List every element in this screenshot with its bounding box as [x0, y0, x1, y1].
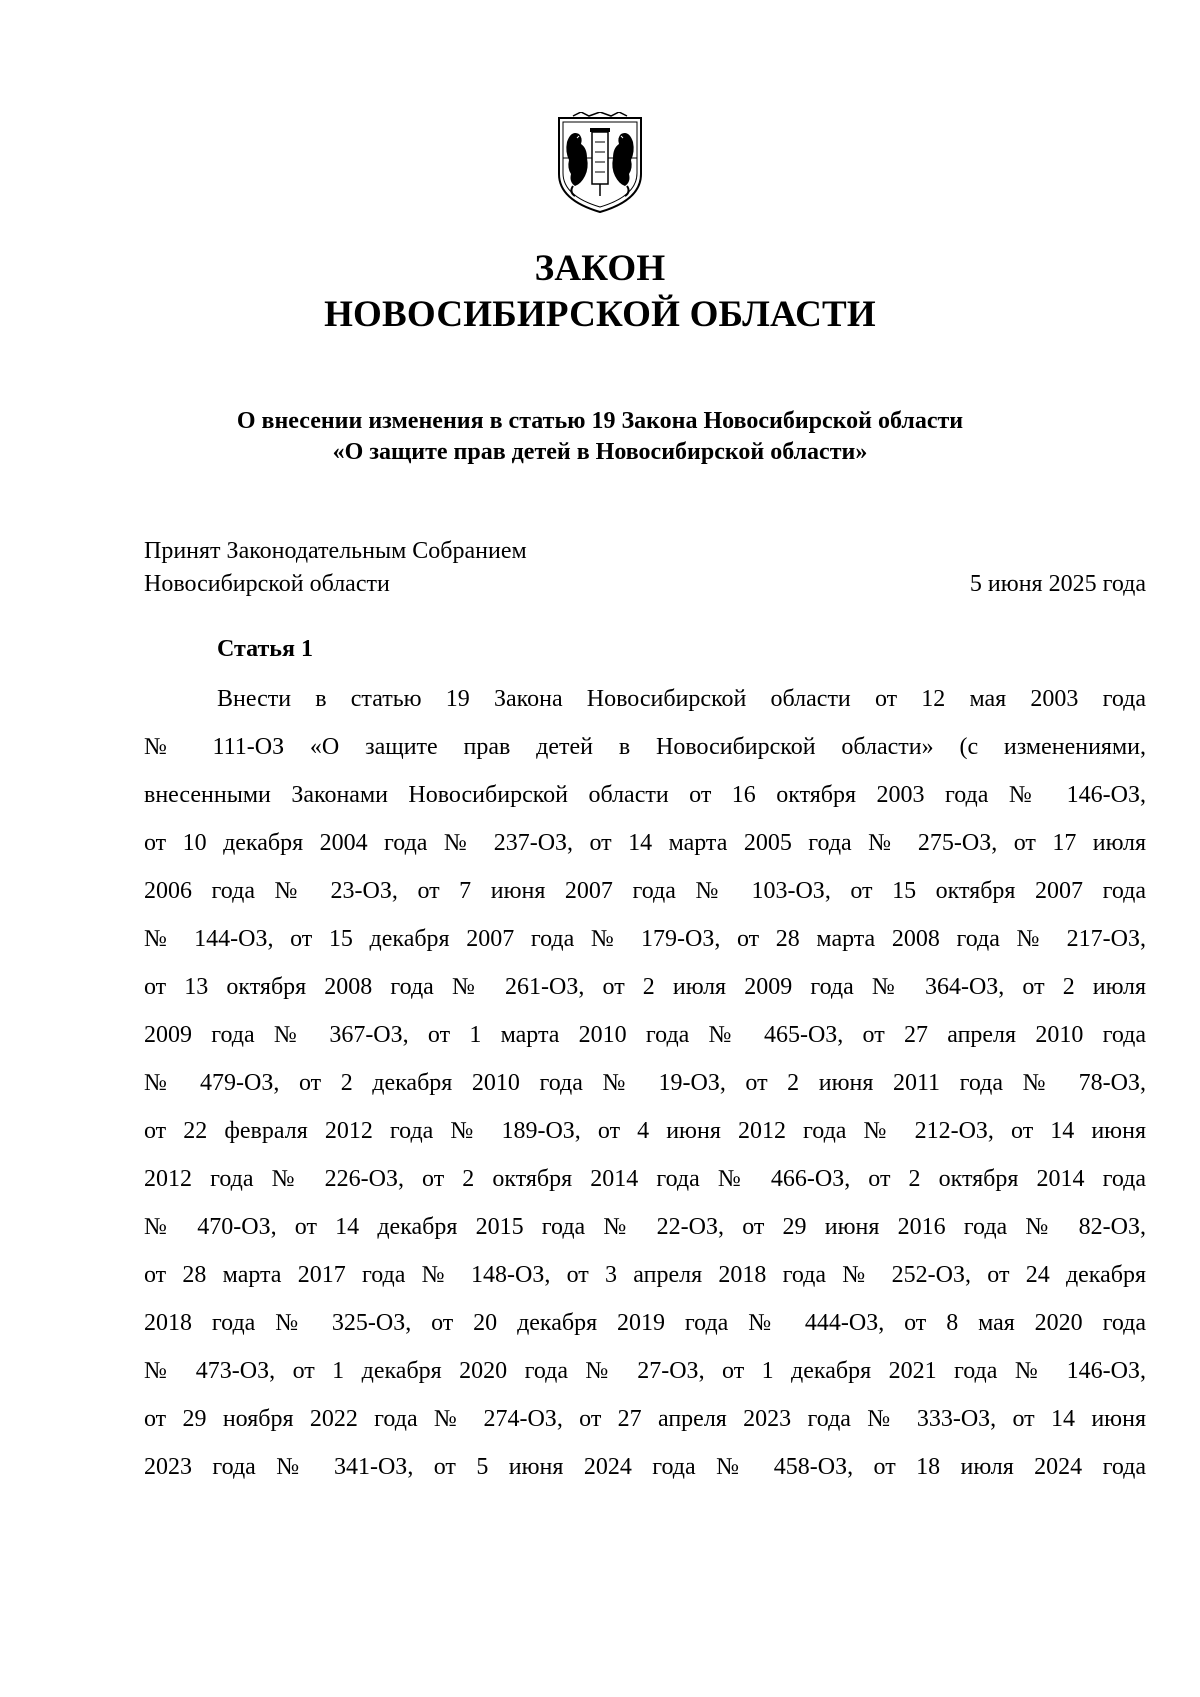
body-line: № 144-ОЗ, от 15 декабря 2007 года № 179-ОЗ, от 28 марта 2008 года № 217-ОЗ,	[144, 926, 1146, 952]
body-line: 2023 года № 341-ОЗ, от 5 июня 2024 года № 458-ОЗ, от 18 июля 2024 года	[144, 1454, 1146, 1480]
body-line: № 111-ОЗ «О защите прав детей в Новосибирской области» (с изменениями,	[144, 734, 1146, 760]
body-line: от 10 декабря 2004 года № 237-ОЗ, от 14 марта 2005 года № 275-ОЗ, от 17 июля	[144, 830, 1146, 856]
article-heading: Статья 1	[217, 636, 313, 662]
adopted-by-line-2: Новосибирской области	[144, 571, 390, 597]
body-line: от 22 февраля 2012 года № 189-ОЗ, от 4 июня 2012 года № 212-ОЗ, от 14 июня	[144, 1118, 1146, 1144]
body-line: 2018 года № 325-ОЗ, от 20 декабря 2019 года № 444-ОЗ, от 8 мая 2020 года	[144, 1310, 1146, 1336]
body-line: 2009 года № 367-ОЗ, от 1 марта 2010 года № 465-ОЗ, от 27 апреля 2010 года	[144, 1022, 1146, 1048]
coat-of-arms-icon	[553, 112, 647, 216]
adopted-date: 5 июня 2025 года	[969, 571, 1146, 597]
body-line: № 479-ОЗ, от 2 декабря 2010 года № 19-ОЗ, от 2 июня 2011 года № 78-ОЗ,	[144, 1070, 1146, 1096]
adopted-by-line-1: Принят Законодательным Собранием	[144, 538, 527, 564]
body-line: от 28 марта 2017 года № 148-ОЗ, от 3 апреля 2018 года № 252-ОЗ, от 24 декабря	[144, 1262, 1146, 1288]
law-title-region: НОВОСИБИРСКОЙ ОБЛАСТИ	[324, 294, 876, 335]
body-line: № 470-ОЗ, от 14 декабря 2015 года № 22-ОЗ, от 29 июня 2016 года № 82-ОЗ,	[144, 1214, 1146, 1240]
body-line: внесенными Законами Новосибирской области от 16 октября 2003 года № 146-ОЗ,	[144, 782, 1146, 808]
body-line: 2012 года № 226-ОЗ, от 2 октября 2014 года № 466-ОЗ, от 2 октября 2014 года	[144, 1166, 1146, 1192]
body-line: от 29 ноября 2022 года № 274-ОЗ, от 27 апреля 2023 года № 333-ОЗ, от 14 июня	[144, 1406, 1146, 1432]
body-line: 2006 года № 23-ОЗ, от 7 июня 2007 года № 103-ОЗ, от 15 октября 2007 года	[144, 878, 1146, 904]
body-line: № 473-ОЗ, от 1 декабря 2020 года № 27-ОЗ, от 1 декабря 2021 года № 146-ОЗ,	[144, 1358, 1146, 1384]
law-title: ЗАКОН	[534, 248, 666, 289]
body-line: Внести в статью 19 Закона Новосибирской области от 12 мая 2003 года	[217, 686, 1146, 712]
body-line: от 13 октября 2008 года № 261-ОЗ, от 2 июля 2009 года № 364-ОЗ, от 2 июля	[144, 974, 1146, 1000]
law-subject-line-1: О внесении изменения в статью 19 Закона Новосибирской области	[236, 408, 964, 434]
law-subject-line-2: «О защите прав детей в Новосибирской области»	[332, 439, 868, 465]
